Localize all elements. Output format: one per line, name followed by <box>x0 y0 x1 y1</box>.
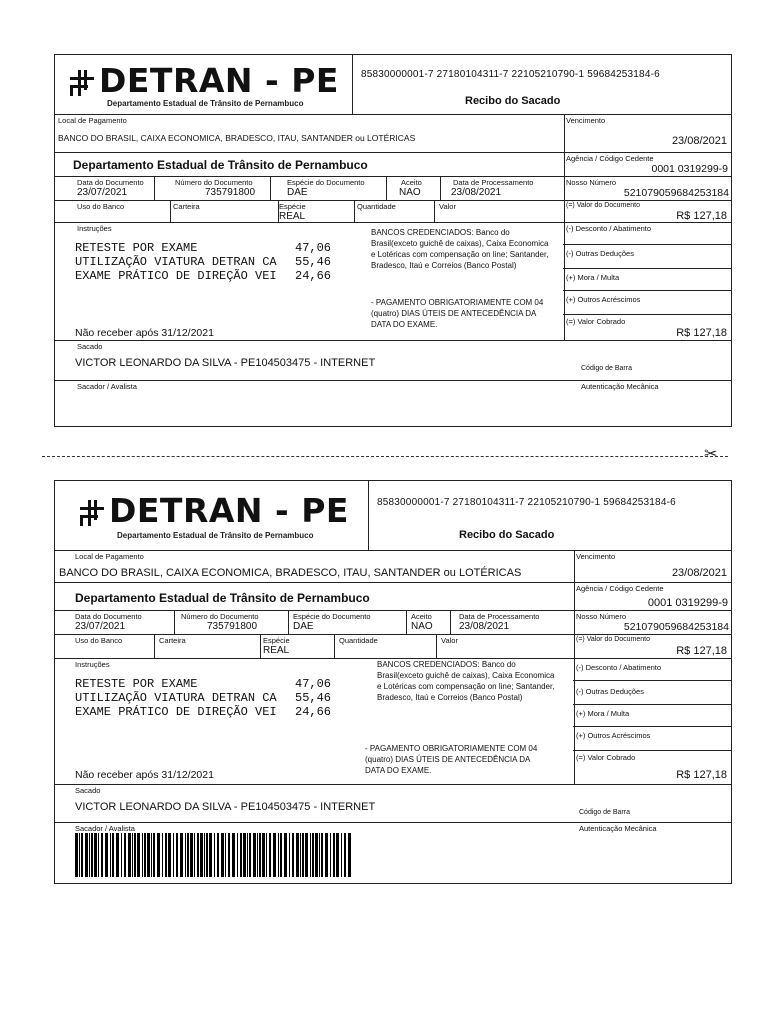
detran-logo-icon <box>79 499 105 527</box>
aceite-cell <box>387 177 441 201</box>
quantidade-label: Quantidade <box>339 636 378 645</box>
instrucoes-label: Instruções <box>77 224 112 233</box>
mora-cell <box>573 705 731 727</box>
barcode-bar <box>81 833 83 877</box>
aceite-value: NAO <box>399 187 421 198</box>
sacado-value: VICTOR LEONARDO DA SILVA - PE104503475 - INTERNET <box>75 801 376 813</box>
especie-documento-cell <box>289 611 407 635</box>
sacado-cell <box>55 785 731 823</box>
valor-cell <box>435 201 565 223</box>
barcode-bar <box>197 833 199 877</box>
barcode-bar <box>190 833 193 877</box>
barcode-bar <box>232 833 235 877</box>
barcode-bar <box>79 833 80 877</box>
codigo-barra-label: Código de Barra <box>581 365 632 372</box>
nosso-numero-label: Nosso Número <box>576 612 627 621</box>
nao-receber-text: Não receber após 31/12/2021 <box>75 769 214 781</box>
bancos-note: BANCOS CREDENCIADOS: Banco do Brasil(exceto guichê de caixas), Caixa Economica e Lotéricas com compensação on line; Santander, Bradesco, Itaú e Correios (Banco Postal) <box>371 228 549 270</box>
barcode-bar <box>336 833 339 877</box>
aceite-value: NAO <box>411 621 433 632</box>
logo-subtitle: Departamento Estadual de Trânsito de Pernambuco <box>117 531 314 540</box>
instruction-item: EXAME PRÁTICO DE DIREÇÃO VEI <box>75 705 277 719</box>
mora-label: (+) Mora / Multa <box>566 273 620 282</box>
valor-documento-value: R$ 127,18 <box>676 645 727 657</box>
especie-value: REAL <box>263 645 290 656</box>
slip-header <box>55 481 731 551</box>
barcode-bar <box>259 833 261 877</box>
barcode-bar <box>116 833 119 877</box>
barcode-bar <box>325 833 328 877</box>
mora-label: (+) Mora / Multa <box>576 709 630 718</box>
barcode-bar <box>284 833 287 877</box>
barcode-bar <box>91 833 93 877</box>
quantidade-label: Quantidade <box>357 202 396 211</box>
barcode-bar <box>341 833 342 877</box>
barcode-bar <box>280 833 282 877</box>
barcode-bar <box>128 833 131 877</box>
barcode-bar <box>165 833 167 877</box>
scissors-icon: ✂ <box>704 446 718 463</box>
agencia-value: 0001 0319299-9 <box>651 163 728 175</box>
instruction-item: EXAME PRÁTICO DE DIREÇÃO VEI <box>75 269 277 283</box>
instruction-item: RETESTE POR EXAME <box>75 241 198 255</box>
barcode-bar <box>153 833 155 877</box>
sacador-label: Sacador / Avalista <box>75 824 135 833</box>
instruction-value: 24,66 <box>295 269 332 283</box>
barcode-image <box>75 833 355 877</box>
valor-documento-label: (=) Valor do Documento <box>576 636 650 643</box>
aceite-label: Aceito <box>411 612 432 621</box>
codigo-barra-label: Código de Barra <box>579 809 630 816</box>
especie-cell <box>261 635 335 659</box>
barcode-bar <box>206 833 208 877</box>
instruction-value: 55,46 <box>295 691 332 705</box>
vencimento-cell <box>563 115 731 153</box>
barcode-bar <box>296 833 299 877</box>
barcode-bar <box>269 833 271 877</box>
agencia-label: Agência / Código Cedente <box>566 154 654 163</box>
barcode-bar <box>300 833 301 877</box>
aceite-cell <box>407 611 451 635</box>
valor-cobrado-value: R$ 127,18 <box>676 327 727 339</box>
barcode-bar <box>173 833 174 877</box>
barcode-bar <box>240 833 242 877</box>
barcode-bar <box>112 833 114 877</box>
vencimento-label: Vencimento <box>576 552 616 561</box>
nosso-numero-cell <box>573 611 731 635</box>
desconto-label: (-) Desconto / Abatimento <box>576 663 662 672</box>
barcode-bar <box>217 833 219 877</box>
agencia-cell <box>573 583 731 611</box>
numero-documento-label: Número do Documento <box>181 612 259 621</box>
valor-cobrado-label: (=) Valor Cobrado <box>566 317 626 326</box>
local-pagamento-cell <box>55 115 565 153</box>
cedente-value: Departamento Estadual de Trânsito de Pernambuco <box>73 158 368 172</box>
barcode-bar <box>225 833 226 877</box>
cut-line <box>42 456 728 457</box>
valor-cobrado-label: (=) Valor Cobrado <box>576 753 636 762</box>
receipt-title: Recibo do Sacado <box>465 95 561 107</box>
logo-title: DETRAN - PE <box>109 491 349 530</box>
uso-banco-cell <box>55 201 171 223</box>
data-processamento-value: 23/08/2021 <box>451 187 502 198</box>
cedente-value: Departamento Estadual de Trânsito de Pernambuco <box>75 591 370 605</box>
nosso-numero-cell <box>563 177 731 201</box>
valor-cobrado-cell <box>563 315 731 341</box>
barcode-bar <box>110 833 111 877</box>
especie-documento-value: DAE <box>287 187 308 198</box>
valor-label: Valor <box>439 202 456 211</box>
vencimento-value: 23/08/2021 <box>671 567 727 579</box>
carteira-label: Carteira <box>159 636 186 645</box>
barcode-bar <box>75 833 78 877</box>
data-documento-cell <box>55 177 155 201</box>
boleto-slip-top <box>54 54 732 427</box>
barcode-bar <box>319 833 320 877</box>
barcode-bar <box>144 833 146 877</box>
barcode-bar <box>305 833 308 877</box>
barcode-bar <box>200 833 203 877</box>
barcode-bar <box>273 833 276 877</box>
barcode-bar <box>89 833 90 877</box>
nosso-numero-value: 521079059684253184 <box>623 621 729 633</box>
instruction-value: 47,06 <box>295 677 332 691</box>
barcode-bar <box>121 833 122 877</box>
barcode-bar <box>214 833 215 877</box>
local-pagamento-cell <box>55 551 575 583</box>
pagamento-note: - PAGAMENTO OBRIGATORIAMENTE COM 04 (quatro) DIAS ÚTEIS DE ANTECEDÊNCIA DA DATA DO EXAME. <box>365 744 538 775</box>
uso-banco-cell <box>55 635 155 659</box>
data-processamento-label: Data de Processamento <box>453 178 534 187</box>
sacado-cell <box>55 341 731 381</box>
barcode-bar <box>289 833 290 877</box>
outras-deducoes-label: (-) Outras Deduções <box>566 249 634 258</box>
cedente-cell <box>55 153 565 177</box>
local-pagamento-label: Local de Pagamento <box>58 116 127 125</box>
barcode-bar <box>315 833 318 877</box>
outros-acrescimos-cell <box>573 727 731 751</box>
agencia-cell <box>563 153 731 177</box>
carteira-label: Carteira <box>173 202 200 211</box>
numero-documento-cell <box>155 177 271 201</box>
aceite-label: Aceito <box>401 178 422 187</box>
barcode-bar <box>321 833 323 877</box>
data-processamento-value: 23/08/2021 <box>459 621 510 632</box>
receipt-title: Recibo do Sacado <box>459 529 555 541</box>
valor-label: Valor <box>441 636 458 645</box>
slip-header <box>55 55 731 115</box>
numero-documento-value: 735791800 <box>205 187 256 198</box>
desconto-cell <box>563 223 731 245</box>
barcode-bar <box>266 833 267 877</box>
outros-acrescimos-cell <box>563 291 731 315</box>
barcode-bar <box>330 833 331 877</box>
valor-documento-value: R$ 127,18 <box>676 210 727 222</box>
valor-cobrado-cell <box>573 751 731 785</box>
numero-documento-value: 735791800 <box>207 621 258 632</box>
vencimento-value: 23/08/2021 <box>671 135 727 147</box>
especie-documento-cell <box>271 177 387 201</box>
agencia-value: 0001 0319299-9 <box>647 597 728 609</box>
nosso-numero-value: 521079059684253184 <box>623 187 729 199</box>
barcode-bar <box>98 833 99 877</box>
instruction-value: 55,46 <box>295 255 332 269</box>
barcode-bar <box>249 833 251 877</box>
barcode-bar <box>137 833 140 877</box>
valor-documento-cell <box>563 201 731 223</box>
data-processamento-cell <box>451 611 575 635</box>
mora-cell <box>563 269 731 291</box>
barcode-bar <box>221 833 224 877</box>
carteira-cell <box>155 635 261 659</box>
sacado-label: Sacado <box>77 342 103 351</box>
especie-documento-value: DAE <box>293 621 314 632</box>
local-pagamento-label: Local de Pagamento <box>75 552 144 561</box>
quantidade-cell <box>335 635 437 659</box>
barcode-bar <box>348 833 351 877</box>
sacador-label: Sacador / Avalista <box>77 382 137 391</box>
nosso-numero-label: Nosso Número <box>566 178 617 187</box>
sacador-cell <box>55 381 731 427</box>
barcode-bar <box>157 833 160 877</box>
especie-cell <box>279 201 355 223</box>
barcode-bar <box>262 833 265 877</box>
barcode-bar <box>243 833 246 877</box>
barcode-bar <box>134 833 136 877</box>
logo-title: DETRAN - PE <box>99 61 339 100</box>
instruction-item: UTILIZAÇÃO VIATURA DETRAN CA <box>75 691 277 705</box>
outras-deducoes-label: (-) Outras Deduções <box>576 687 644 696</box>
barcode-bar <box>180 833 183 877</box>
barcode-bar <box>312 833 314 877</box>
agencia-label: Agência / Código Cedente <box>576 584 664 593</box>
numero-documento-label: Número do Documento <box>175 178 253 187</box>
local-pagamento-value: BANCO DO BRASIL, CAIXA ECONOMICA, BRADESCO, ITAU, SANTANDER ou LOTÉRICAS <box>58 133 416 143</box>
uso-banco-label: Uso do Banco <box>75 636 123 645</box>
barcode-bar <box>247 833 248 877</box>
instruction-item: UTILIZAÇÃO VIATURA DETRAN CA <box>75 255 277 269</box>
digitable-line: 85830000001-7 27180104311-7 22105210790-1 59684253184-6 <box>377 497 676 508</box>
desconto-cell <box>573 659 731 681</box>
vencimento-cell <box>573 551 731 583</box>
detran-logo <box>55 481 369 551</box>
instrucoes-cell <box>55 223 565 341</box>
instrucoes-label: Instruções <box>75 660 110 669</box>
barcode-bar <box>310 833 311 877</box>
nao-receber-text: Não receber após 31/12/2021 <box>75 327 214 339</box>
outros-acrescimos-label: (+) Outros Acréscimos <box>566 295 641 304</box>
especie-label: Espécie <box>263 636 290 645</box>
barcode-bar <box>176 833 178 877</box>
valor-documento-cell <box>573 635 731 659</box>
pagamento-note: - PAGAMENTO OBRIGATORIAMENTE COM 04 (quatro) DIAS ÚTEIS DE ANTECEDÊNCIA DA DATA DO EXAME. <box>371 298 544 329</box>
data-documento-value: 23/07/2021 <box>75 621 126 632</box>
barcode-bar <box>185 833 186 877</box>
instruction-item: RETESTE POR EXAME <box>75 677 198 691</box>
desconto-label: (-) Desconto / Abatimento <box>566 224 652 233</box>
outros-acrescimos-label: (+) Outros Acréscimos <box>576 731 651 740</box>
instruction-value: 47,06 <box>295 241 332 255</box>
carteira-cell <box>171 201 279 223</box>
detran-logo <box>55 55 353 115</box>
local-pagamento-value: BANCO DO BRASIL, CAIXA ECONOMICA, BRADESCO, ITAU, SANTANDER ou LOTÉRICAS <box>59 567 522 579</box>
barcode-bar <box>105 833 108 877</box>
data-processamento-label: Data de Processamento <box>459 612 540 621</box>
vencimento-label: Vencimento <box>566 116 606 125</box>
cedente-cell <box>55 583 575 611</box>
barcode-bar <box>253 833 256 877</box>
barcode-bar <box>151 833 152 877</box>
barcode-bar <box>101 833 103 877</box>
barcode-bar <box>228 833 230 877</box>
barcode-bar <box>168 833 171 877</box>
barcode-bar <box>162 833 163 877</box>
valor-cell <box>437 635 575 659</box>
especie-documento-label: Espécie do Documento <box>293 612 371 621</box>
detran-logo-icon <box>69 69 95 97</box>
logo-subtitle: Departamento Estadual de Trânsito de Pernambuco <box>107 99 304 108</box>
digitable-line: 85830000001-7 27180104311-7 22105210790-1 59684253184-6 <box>361 69 660 80</box>
especie-value: REAL <box>279 211 306 222</box>
barcode-bar <box>302 833 304 877</box>
barcode-bar <box>94 833 97 877</box>
especie-label: Espécie <box>279 202 306 211</box>
barcode-bar <box>344 833 346 877</box>
barcode-bar <box>237 833 238 877</box>
data-documento-label: Data do Documento <box>77 178 144 187</box>
barcode-bar <box>147 833 150 877</box>
especie-documento-label: Espécie do Documento <box>287 178 365 187</box>
outras-deducoes-cell <box>573 681 731 705</box>
instruction-value: 24,66 <box>295 705 332 719</box>
barcode-bar <box>124 833 126 877</box>
barcode-bar <box>204 833 205 877</box>
barcode-bar <box>187 833 189 877</box>
barcode-bar <box>333 833 335 877</box>
data-documento-label: Data do Documento <box>75 612 142 621</box>
data-documento-cell <box>55 611 175 635</box>
instrucoes-cell <box>55 659 575 785</box>
data-documento-value: 23/07/2021 <box>77 187 128 198</box>
uso-banco-label: Uso do Banco <box>77 202 125 211</box>
boleto-slip-bottom <box>54 480 732 884</box>
autenticacao-label: Autenticação Mecânica <box>581 382 659 391</box>
valor-documento-label: (=) Valor do Documento <box>566 202 640 209</box>
sacado-label: Sacado <box>75 786 101 795</box>
barcode-bar <box>278 833 279 877</box>
quantidade-cell <box>355 201 435 223</box>
outras-deducoes-cell <box>563 245 731 269</box>
bancos-note: BANCOS CREDENCIADOS: Banco do Brasil(exceto guichê de caixas), Caixa Economica e Lotéricas com compensação on line; Santander, Bradesco, Itaú e Correios (Banco Postal) <box>377 660 555 702</box>
autenticacao-label: Autenticação Mecânica <box>579 824 657 833</box>
data-processamento-cell <box>441 177 565 201</box>
numero-documento-cell <box>175 611 289 635</box>
barcode-bar <box>209 833 212 877</box>
barcode-bar <box>85 833 88 877</box>
sacado-value: VICTOR LEONARDO DA SILVA - PE104503475 - INTERNET <box>75 357 376 369</box>
barcode-bar <box>142 833 143 877</box>
valor-cobrado-value: R$ 127,18 <box>676 769 727 781</box>
barcode-bar <box>257 833 258 877</box>
barcode-bar <box>292 833 294 877</box>
barcode-bar <box>132 833 133 877</box>
barcode-bar <box>194 833 195 877</box>
